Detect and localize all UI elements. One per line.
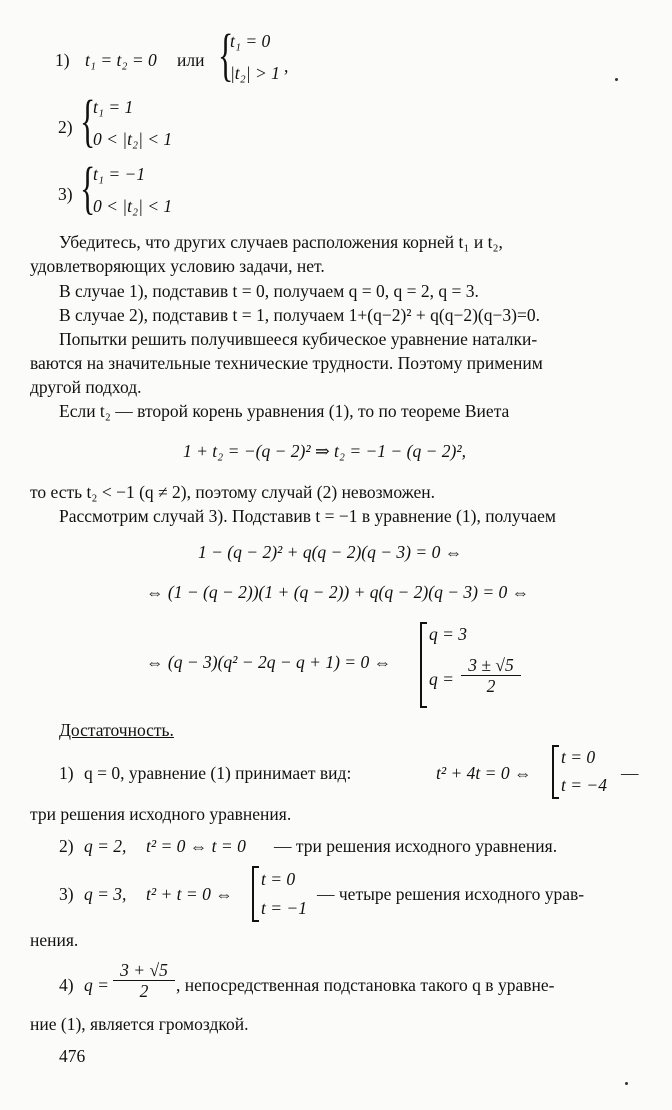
suff4-number: 4) — [59, 975, 74, 995]
suff3-number: 3) — [59, 884, 74, 904]
suff3-bracket — [252, 866, 259, 922]
sufficiency-heading: Достаточность. — [59, 720, 174, 740]
suff2-tail: — три решения исходного уравнения. — [274, 836, 558, 856]
derivation-line3: ⇔ (q − 3)(q² − 2q − q + 1) = 0 ⇔ — [146, 652, 392, 672]
suff2-number: 2) — [59, 836, 74, 856]
text-case2-result: В случае 2), подставив t = 1, получаем 1+(q−2)² + q(q−2)(q−3)=0. — [59, 305, 540, 325]
case2-system-line2: 0 < |t₂| < 1 — [93, 129, 173, 149]
text-conclusion: то есть t₂ < −1 (q ≠ 2), поэтому случай (2) невозможен. — [30, 482, 436, 502]
root-fraction-denominator: 2 — [486, 676, 496, 696]
suff4-q-label: q = — [84, 975, 109, 995]
text-attempt-line2: ваются на значительные технические трудности. Поэтому применим — [30, 353, 543, 373]
text-attempt-line1: Попытки решить получившееся кубическое уравнение наталки- — [59, 329, 538, 349]
root-q3: q = 3 — [429, 624, 468, 644]
root-q-label: q = — [429, 669, 454, 689]
case1-system-line1: t₁ = 0 — [230, 31, 271, 51]
scan-speck — [625, 1082, 628, 1085]
suff4-fraction — [113, 961, 175, 1001]
suff4-continuation: ние (1), является громоздкой. — [30, 1014, 249, 1034]
case3-brace: { — [80, 155, 96, 220]
suff2-equation: t² = 0 ⇔ t = 0 — [146, 836, 246, 856]
suff2-text: q = 2, — [84, 836, 127, 856]
derivation-line1: 1 − (q − 2)² + q(q − 2)(q − 3) = 0 ⇔ — [198, 542, 463, 562]
case1-system-line2: |t₂| > 1 — [230, 63, 280, 83]
text-case3-intro: Рассмотрим случай 3). Подставив t = −1 в уравнение (1), получаем — [59, 506, 556, 526]
suff1-root2: t = −4 — [561, 775, 607, 795]
suff1-text: q = 0, уравнение (1) принимает вид: — [84, 763, 352, 783]
text-case1-result: В случае 1), подставив t = 0, получаем q = 0, q = 2, q = 3. — [59, 281, 479, 301]
case2-brace: { — [80, 88, 96, 153]
roots-bracket — [420, 622, 427, 708]
case1-equation: t₁ = t₂ = 0 — [85, 50, 157, 70]
case2-number: 2) — [58, 117, 73, 137]
case3-system-line1: t₁ = −1 — [93, 164, 146, 184]
case3-number: 3) — [58, 184, 73, 204]
text-check-line2: удовлетворяющих условию задачи, нет. — [30, 256, 325, 276]
suff4-tail: , непосредственная подстановка такого q в уравне- — [176, 975, 555, 995]
case1-number: 1) — [55, 50, 70, 70]
text-check-line1: Убедитесь, что других случаев расположения корней t₁ и t₂, — [59, 232, 503, 252]
suff3-text: q = 3, — [84, 884, 127, 904]
suff1-continuation: три решения исходного уравнения. — [30, 804, 292, 824]
derivation-line2: ⇔ (1 − (q − 2))(1 + (q − 2)) + q(q − 2)(q − 3) = 0 ⇔ — [146, 582, 530, 602]
root-fraction — [461, 656, 521, 696]
case1-comma: , — [284, 56, 289, 76]
suff1-dash: — — [621, 763, 639, 783]
suff3-root1: t = 0 — [261, 869, 296, 889]
case1-or: или — [177, 50, 205, 70]
formula-vieta: 1 + t₂ = −(q − 2)² ⇒ t₂ = −1 − (q − 2)², — [183, 441, 466, 461]
suff3-continuation: нения. — [30, 930, 79, 950]
scan-speck — [615, 78, 618, 81]
suff4-fraction-numerator: 3 + √5 — [120, 960, 168, 980]
text-attempt-line3: другой подход. — [30, 377, 142, 397]
case1-brace: { — [218, 22, 234, 87]
suff4-fraction-denominator: 2 — [139, 981, 149, 1001]
suff3-equation: t² + t = 0 ⇔ — [146, 884, 233, 904]
root-fraction-numerator: 3 ± √5 — [468, 655, 514, 675]
case2-system-line1: t₁ = 1 — [93, 97, 134, 117]
text-vieta-intro: Если t₂ — второй корень уравнения (1), то по теореме Виета — [59, 401, 510, 421]
case3-system-line2: 0 < |t₂| < 1 — [93, 196, 173, 216]
suff1-bracket — [552, 745, 559, 799]
suff3-tail: — четыре решения исходного урав- — [317, 884, 585, 904]
suff1-root1: t = 0 — [561, 747, 596, 767]
suff1-number: 1) — [59, 763, 74, 783]
suff3-root2: t = −1 — [261, 898, 307, 918]
suff1-equation: t² + 4t = 0 ⇔ — [436, 763, 532, 783]
page-number: 476 — [59, 1046, 86, 1066]
